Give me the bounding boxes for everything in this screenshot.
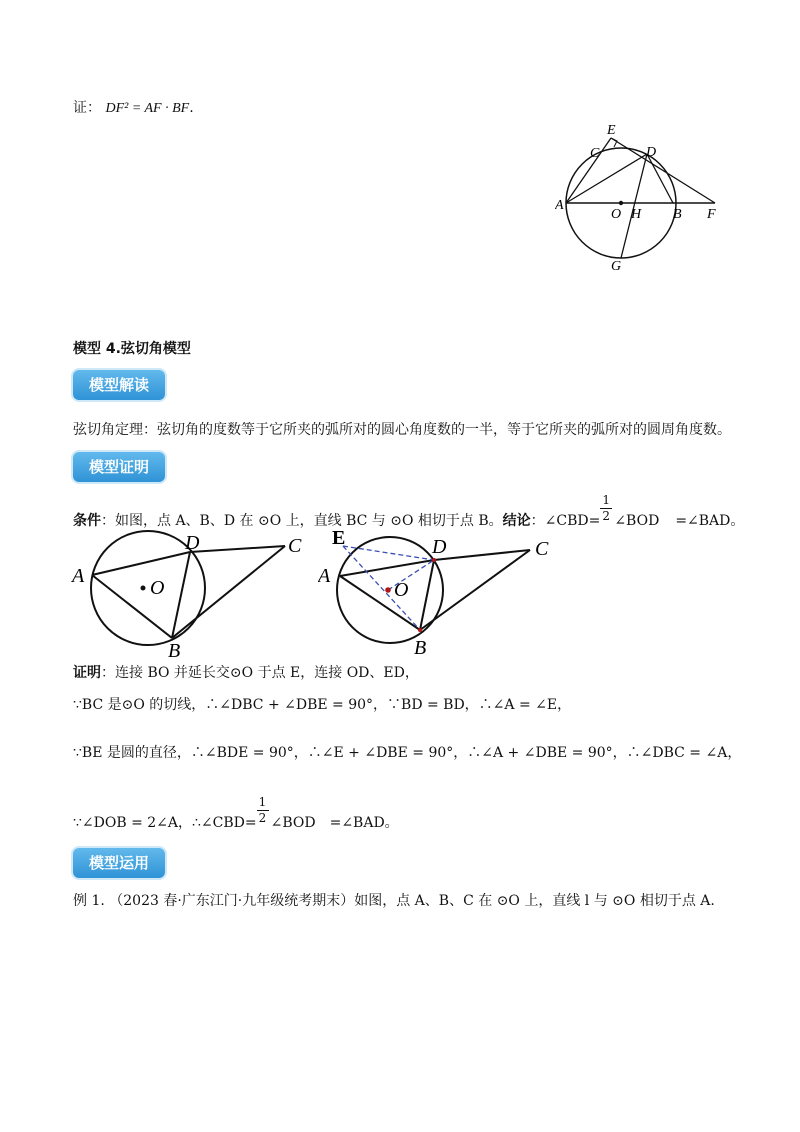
fig3-label-o: O (394, 579, 409, 601)
fig2-label-b: B (168, 640, 181, 660)
badge-model-proof: 模型证明 (73, 452, 165, 482)
prove-prefix: 证： (73, 100, 101, 116)
condition-line (73, 493, 745, 530)
proof-fraction-numerator: 1 (258, 795, 267, 809)
fig1-line-ae (566, 138, 611, 203)
fig1-line-db (647, 154, 673, 203)
fig1-line-ad (566, 154, 647, 203)
conclusion-a: ：∠CBD= (530, 513, 601, 529)
proof-line-3 (73, 795, 399, 832)
fig1-label-f: F (707, 207, 716, 222)
fig3-line-db (420, 560, 434, 630)
proof-line-0-text: ：连接 BO 并延长交⊙O 于点 E，连接 OD、ED， (101, 665, 419, 681)
fig1-label-c: C (590, 146, 600, 161)
fig1-right-angle (611, 138, 617, 147)
proof-fraction-denominator: 2 (258, 811, 267, 825)
fig1-label-a: A (555, 198, 564, 213)
fig1-label-o: O (611, 207, 622, 222)
fig2-label-c: C (288, 535, 302, 557)
proof-label: 证明 (73, 665, 101, 681)
figure-chord-tangent-basic (70, 530, 320, 660)
fig3-label-a: A (318, 565, 331, 587)
proof-line-2: ∵BE 是圆的直径，∴∠BDE = 90°，∴∠E + ∠DBE = 90°，∴∠A + ∠DBE = 90°，∴∠DBC = ∠A， (73, 745, 742, 761)
fig1-label-e: E (607, 123, 616, 138)
fig1-label-h: H (631, 207, 642, 222)
fig1-label-g: G (611, 259, 622, 274)
proof-line-3b: ∠BOD (270, 815, 316, 831)
fig2-label-d: D (185, 532, 200, 554)
fraction-numerator: 1 (602, 493, 610, 507)
proof-fraction (257, 795, 271, 827)
fig3-line-bc (420, 550, 530, 630)
fig2-label-a: A (72, 565, 85, 587)
proof-line-1: ∵BC 是⊙O 的切线，∴∠DBC + ∠DBE = 90°，∵BD = BD，∴∠A = ∠E， (73, 697, 572, 713)
fig3-line-ad (340, 560, 434, 576)
prove-equation: DF² = AF · BF (105, 101, 190, 116)
conclusion-label: 结论 (502, 513, 531, 529)
fig3-line-dc (434, 550, 530, 560)
proof-line-3c: =∠BAD。 (329, 815, 399, 831)
conclusion-fraction (600, 493, 614, 525)
fig3-label-c: C (535, 538, 549, 560)
conclusion-b: ∠BOD (614, 513, 660, 529)
fig1-line-ef (611, 138, 715, 203)
condition-label: 条件 (73, 513, 101, 529)
fig2-label-o: O (150, 577, 165, 599)
prove-end: . (189, 100, 194, 116)
fig1-center-dot (619, 201, 623, 205)
badge-model-read: 模型解读 (73, 370, 165, 400)
fig3-label-e: E (332, 528, 346, 549)
proof-line-0 (73, 662, 419, 682)
figure-circle-tangent-1 (555, 120, 735, 280)
fig1-line-dg (621, 154, 647, 258)
example-text: 例 1. （2023 春·广东江门·九年级统考期末）如图，点 A、B、C 在 ⊙O 上，直线 l 与 ⊙O 相切于点 A. (73, 893, 715, 909)
fig3-point-d (432, 558, 436, 562)
theorem-text: 弦切角定理：弦切角的度数等于它所夹的弧所对的圆心角度数的一半，等于它所夹的弧所对的圆周角度数。 (73, 422, 731, 438)
figure-chord-tangent-proof (318, 528, 568, 663)
fig2-center-dot (141, 586, 146, 591)
fraction-denominator: 2 (602, 509, 610, 523)
fig3-point-b (418, 628, 422, 632)
fig2-line-dc (190, 546, 285, 552)
prove-statement (73, 97, 194, 117)
fig3-label-d: D (432, 536, 447, 558)
conclusion-c: =∠BAD。 (675, 513, 745, 529)
condition-text: ：如图，点 A、B、D 在 ⊙O 上，直线 BC 与 ⊙O 相切于点 B。 (101, 513, 503, 529)
proof-line-3a: ∵∠DOB = 2∠A，∴∠CBD= (73, 815, 257, 831)
fig3-center-dot (385, 587, 391, 593)
fig1-label-d: D (646, 145, 657, 160)
fig2-line-ad (92, 552, 190, 575)
fig3-label-b: B (414, 637, 427, 659)
badge-model-use: 模型运用 (73, 848, 165, 878)
fig1-label-b: B (673, 207, 682, 222)
section-title: 模型 4.弦切角模型 (73, 341, 191, 357)
